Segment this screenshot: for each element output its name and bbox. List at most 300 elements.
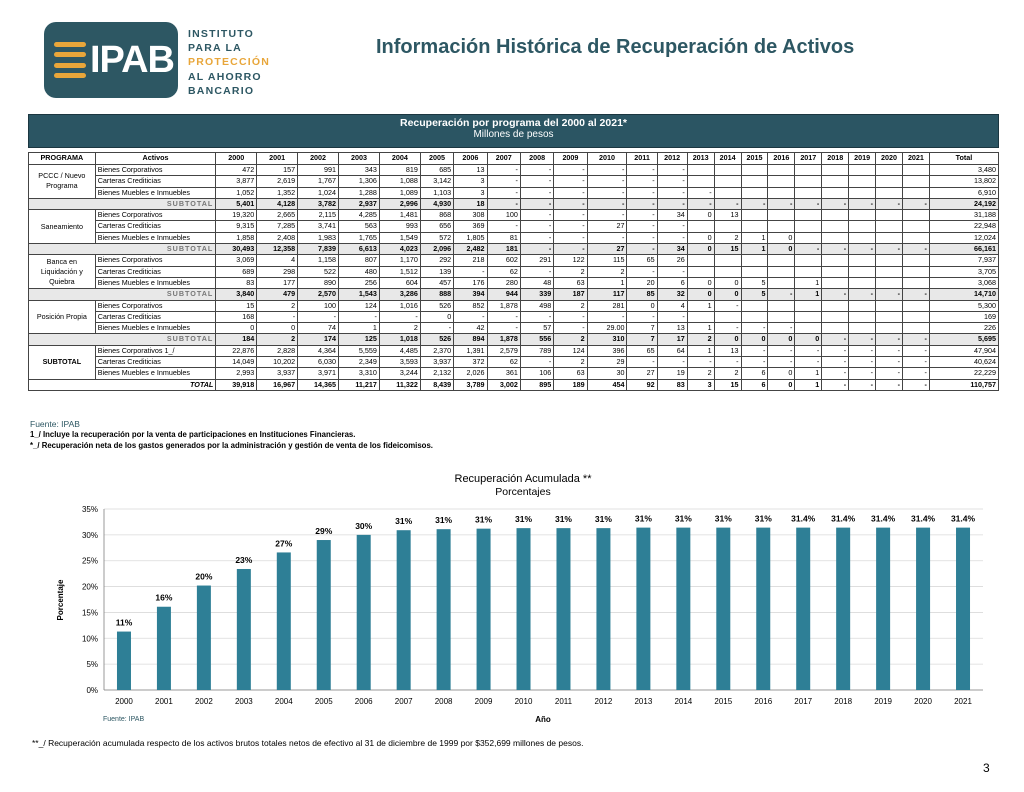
subtotal-total-cell: 110,757: [929, 379, 998, 390]
value-cell: -: [520, 176, 553, 187]
subtotal-value-cell: -: [822, 289, 849, 300]
value-cell: 563: [339, 221, 380, 232]
value-cell: 64: [657, 345, 687, 356]
value-cell: -: [714, 300, 741, 311]
value-cell: 2,349: [339, 357, 380, 368]
subtotal-value-cell: 4,128: [257, 198, 298, 209]
value-cell: -: [627, 311, 657, 322]
column-header: 2011: [627, 153, 657, 165]
value-cell: 1,306: [339, 176, 380, 187]
subtotal-value-cell: -: [795, 244, 822, 255]
value-cell: 602: [487, 255, 520, 266]
bar: [277, 552, 291, 690]
subtotal-value-cell: -: [714, 198, 741, 209]
subtotal-value-cell: 8,439: [420, 379, 453, 390]
value-cell: 2: [714, 368, 741, 379]
value-cell: 2,993: [216, 368, 257, 379]
total-cell: 3,068: [929, 277, 998, 288]
subtotal-value-cell: 0: [768, 334, 795, 345]
value-cell: -: [627, 232, 657, 243]
value-cell: -: [420, 323, 453, 334]
bar: [117, 632, 131, 690]
subtotal-label: SUBTOTAL: [29, 198, 216, 209]
value-cell: 2,132: [420, 368, 453, 379]
subtotal-value-cell: 187: [554, 289, 587, 300]
logo-line-1: INSTITUTO: [188, 28, 255, 40]
value-cell: 100: [487, 210, 520, 221]
subtotal-value-cell: 5,401: [216, 198, 257, 209]
value-cell: 361: [487, 368, 520, 379]
value-cell: -: [902, 357, 929, 368]
value-cell: 22,876: [216, 345, 257, 356]
value-cell: 106: [520, 368, 553, 379]
value-cell: 63: [554, 368, 587, 379]
subtotal-value-cell: 0: [768, 244, 795, 255]
subtotal-total-cell: 14,710: [929, 289, 998, 300]
value-cell: 1: [795, 277, 822, 288]
value-cell: -: [520, 210, 553, 221]
value-cell: 0: [687, 210, 714, 221]
value-cell: -: [554, 176, 587, 187]
chart-title: Recuperación Acumulada **: [454, 473, 592, 485]
value-cell: 1,391: [454, 345, 487, 356]
value-cell: 526: [420, 300, 453, 311]
subtotal-value-cell: 394: [454, 289, 487, 300]
subtotal-value-cell: 174: [298, 334, 339, 345]
value-cell: -: [627, 210, 657, 221]
value-cell: 991: [298, 165, 339, 176]
value-cell: 3,937: [257, 368, 298, 379]
value-cell: 1,765: [339, 232, 380, 243]
subtotal-value-cell: -: [822, 379, 849, 390]
value-cell: 281: [587, 300, 627, 311]
value-cell: 2: [379, 323, 420, 334]
value-cell: 1,016: [379, 300, 420, 311]
subtotal-value-cell: -: [768, 198, 795, 209]
value-cell: -: [587, 176, 627, 187]
value-cell: 298: [257, 266, 298, 277]
value-cell: 30: [587, 368, 627, 379]
subtotal-value-cell: 526: [420, 334, 453, 345]
subtotal-value-cell: -: [687, 198, 714, 209]
asset-cell: Bienes Muebles e Inmuebles: [95, 232, 216, 243]
subtotal-value-cell: 14,365: [298, 379, 339, 390]
total-label: TOTAL: [29, 379, 216, 390]
subtotal-value-cell: 11,322: [379, 379, 420, 390]
subtotal-value-cell: 125: [339, 334, 380, 345]
value-cell: 3,937: [420, 357, 453, 368]
bar: [716, 528, 730, 690]
bar: [596, 528, 610, 690]
note-1: 1_/ Incluye la recuperación por la venta de participaciones en Instituciones Financieras.: [30, 429, 356, 439]
x-tick-label: 2013: [634, 697, 653, 706]
value-cell: 1,481: [379, 210, 420, 221]
subtotal-value-cell: 3,782: [298, 198, 339, 209]
value-cell: -: [657, 232, 687, 243]
bar: [796, 528, 810, 690]
column-header: 2018: [822, 153, 849, 165]
asset-cell: Carteras Crediticias: [95, 176, 216, 187]
subtotal-value-cell: -: [627, 244, 657, 255]
subtotal-value-cell: 181: [487, 244, 520, 255]
value-cell: 819: [379, 165, 420, 176]
value-cell: 4,285: [339, 210, 380, 221]
note-2: *_/ Recuperación neta de los gastos generados por la administración y gestión de venta de los fideicomisos.: [30, 440, 433, 450]
value-cell: 1,288: [339, 187, 380, 198]
value-cell: -: [876, 368, 903, 379]
page-number: 3: [983, 761, 990, 775]
data-label: 31.4%: [950, 513, 976, 524]
asset-cell: Carteras Crediticias: [95, 357, 216, 368]
x-tick-label: 2015: [714, 697, 733, 706]
value-cell: 2: [714, 232, 741, 243]
value-cell: -: [768, 323, 795, 334]
value-cell: 3: [454, 187, 487, 198]
subtotal-value-cell: 0: [795, 334, 822, 345]
subtotal-value-cell: -: [822, 198, 849, 209]
value-cell: -: [454, 266, 487, 277]
subtotal-value-cell: 1: [795, 289, 822, 300]
data-label: 27%: [275, 538, 293, 549]
value-cell: 2: [257, 300, 298, 311]
bar: [636, 528, 650, 690]
data-label: 23%: [235, 554, 253, 565]
bar: [437, 529, 451, 690]
value-cell: 26: [657, 255, 687, 266]
value-cell: -: [657, 176, 687, 187]
total-cell: 22,229: [929, 368, 998, 379]
value-cell: -: [298, 311, 339, 322]
y-tick-label: 25%: [81, 556, 98, 566]
value-cell: 1: [687, 300, 714, 311]
value-cell: -: [487, 165, 520, 176]
value-cell: 1,024: [298, 187, 339, 198]
value-cell: 4,364: [298, 345, 339, 356]
value-cell: -: [379, 311, 420, 322]
column-header: 2007: [487, 153, 520, 165]
value-cell: 3,877: [216, 176, 257, 187]
value-cell: 42: [454, 323, 487, 334]
value-cell: -: [554, 165, 587, 176]
y-tick-label: 20%: [81, 582, 98, 592]
x-tick-label: 2011: [554, 697, 573, 706]
value-cell: 65: [627, 345, 657, 356]
value-cell: 807: [339, 255, 380, 266]
value-cell: -: [587, 165, 627, 176]
asset-cell: Carteras Crediticias: [95, 221, 216, 232]
value-cell: 7,285: [257, 221, 298, 232]
subtotal-label: SUBTOTAL: [29, 244, 216, 255]
value-cell: 572: [420, 232, 453, 243]
value-cell: 396: [587, 345, 627, 356]
subtotal-value-cell: -: [849, 198, 876, 209]
value-cell: 27: [627, 368, 657, 379]
subtotal-value-cell: 556: [520, 334, 553, 345]
x-tick-label: 2020: [914, 697, 932, 706]
x-tick-label: 2004: [274, 697, 293, 706]
program-cell: Saneamiento: [29, 210, 96, 244]
value-cell: -: [554, 221, 587, 232]
value-cell: -: [454, 311, 487, 322]
data-label: 31%: [634, 513, 652, 524]
data-label: 31%: [714, 513, 732, 524]
value-cell: -: [657, 165, 687, 176]
column-header: 2009: [554, 153, 587, 165]
value-cell: 1,767: [298, 176, 339, 187]
data-label: 31%: [754, 513, 772, 524]
y-axis-label: Porcentaje: [56, 579, 65, 621]
subtotal-value-cell: 2,482: [454, 244, 487, 255]
value-cell: -: [657, 311, 687, 322]
x-tick-label: 2010: [514, 697, 533, 706]
value-cell: 4,485: [379, 345, 420, 356]
value-cell: -: [822, 345, 849, 356]
subtotal-value-cell: 117: [587, 289, 627, 300]
value-cell: 868: [420, 210, 453, 221]
bar: [517, 528, 531, 690]
bar: [477, 529, 491, 690]
value-cell: 1: [587, 277, 627, 288]
x-axis-label: Año: [535, 715, 551, 724]
value-cell: 3: [454, 176, 487, 187]
value-cell: 0: [687, 232, 714, 243]
data-label: 31%: [395, 516, 413, 527]
subtotal-value-cell: -: [876, 244, 903, 255]
value-cell: 124: [339, 300, 380, 311]
value-cell: 20: [627, 277, 657, 288]
page-title: Información Histórica de Recuperación de Activos: [376, 36, 855, 58]
subtotal-value-cell: 2: [687, 334, 714, 345]
subtotal-value-cell: 1: [795, 379, 822, 390]
value-cell: 168: [216, 311, 257, 322]
column-header: 2008: [520, 153, 553, 165]
program-cell: Banca en Liquidación y Quiebra: [29, 255, 96, 289]
subtotal-value-cell: -: [520, 198, 553, 209]
column-header: 2020: [876, 153, 903, 165]
value-cell: -: [902, 368, 929, 379]
value-cell: 993: [379, 221, 420, 232]
column-header: 2015: [741, 153, 768, 165]
subtotal-value-cell: -: [627, 198, 657, 209]
subtotal-value-cell: 11,217: [339, 379, 380, 390]
subtotal-value-cell: 34: [657, 244, 687, 255]
bar: [956, 528, 970, 690]
subtotal-label: SUBTOTAL: [29, 289, 216, 300]
value-cell: 2: [587, 266, 627, 277]
x-tick-label: 2003: [234, 697, 253, 706]
subtotal-value-cell: -: [902, 198, 929, 209]
value-cell: -: [714, 323, 741, 334]
asset-cell: Bienes Corporativos: [95, 210, 216, 221]
value-cell: -: [520, 266, 553, 277]
value-cell: 139: [420, 266, 453, 277]
subtotal-value-cell: 4,930: [420, 198, 453, 209]
x-tick-label: 2005: [314, 697, 333, 706]
total-cell: 3,480: [929, 165, 998, 176]
value-cell: 1,983: [298, 232, 339, 243]
total-cell: 5,300: [929, 300, 998, 311]
value-cell: 6,030: [298, 357, 339, 368]
value-cell: 291: [520, 255, 553, 266]
data-label: 31.4%: [911, 513, 936, 524]
subtotal-value-cell: 3,840: [216, 289, 257, 300]
bar: [397, 530, 411, 690]
total-cell: 6,910: [929, 187, 998, 198]
value-cell: -: [822, 368, 849, 379]
value-cell: 62: [487, 266, 520, 277]
subtotal-value-cell: 1: [741, 244, 768, 255]
value-cell: -: [487, 176, 520, 187]
value-cell: 13: [657, 323, 687, 334]
x-tick-label: 2002: [194, 697, 213, 706]
value-cell: 0: [687, 277, 714, 288]
footnote: **_/ Recuperación acumulada respecto de los activos brutos totales netos de efectivo al 31 de diciembre de 1999 por $352,699 millones de pesos.: [32, 738, 584, 748]
x-tick-label: 2012: [594, 697, 613, 706]
value-cell: 1,052: [216, 187, 257, 198]
value-cell: -: [741, 345, 768, 356]
y-tick-label: 35%: [81, 505, 98, 514]
data-label: 16%: [155, 592, 173, 603]
value-cell: 1: [687, 323, 714, 334]
value-cell: 9,315: [216, 221, 257, 232]
subtotal-value-cell: 83: [657, 379, 687, 390]
value-cell: 115: [587, 255, 627, 266]
x-tick-label: 2001: [155, 697, 173, 706]
subtotal-value-cell: 12,358: [257, 244, 298, 255]
data-label: 20%: [195, 571, 213, 582]
value-cell: 1: [741, 232, 768, 243]
asset-cell: Bienes Corporativos 1_/: [95, 345, 216, 356]
subtotal-value-cell: -: [487, 198, 520, 209]
subtotal-value-cell: 1,018: [379, 334, 420, 345]
value-cell: 1: [339, 323, 380, 334]
value-cell: 1: [795, 368, 822, 379]
subtotal-value-cell: -: [876, 289, 903, 300]
subtotal-value-cell: -: [849, 379, 876, 390]
value-cell: 14,049: [216, 357, 257, 368]
value-cell: -: [657, 266, 687, 277]
data-label: 30%: [355, 520, 373, 531]
column-header: Total: [929, 153, 998, 165]
asset-cell: Bienes Corporativos: [95, 165, 216, 176]
value-cell: 1,088: [379, 176, 420, 187]
value-cell: 1,549: [379, 232, 420, 243]
subtotal-value-cell: 339: [520, 289, 553, 300]
value-cell: -: [554, 210, 587, 221]
subtotal-total-cell: 66,161: [929, 244, 998, 255]
subtotal-value-cell: -: [876, 379, 903, 390]
subtotal-value-cell: 310: [587, 334, 627, 345]
asset-cell: Bienes Muebles e Inmuebles: [95, 277, 216, 288]
value-cell: 57: [520, 323, 553, 334]
value-cell: 34: [657, 210, 687, 221]
value-cell: 1,512: [379, 266, 420, 277]
total-cell: 169: [929, 311, 998, 322]
subtotal-value-cell: 0: [687, 289, 714, 300]
y-tick-label: 30%: [81, 530, 98, 540]
program-cell: SUBTOTAL: [29, 345, 96, 379]
total-cell: 12,024: [929, 232, 998, 243]
bar: [317, 540, 331, 690]
value-cell: -: [520, 232, 553, 243]
value-cell: 4: [657, 300, 687, 311]
value-cell: -: [627, 357, 657, 368]
subtotal-value-cell: 32: [657, 289, 687, 300]
total-cell: 22,948: [929, 221, 998, 232]
value-cell: -: [257, 311, 298, 322]
data-label: 31%: [475, 514, 493, 525]
value-cell: 604: [379, 277, 420, 288]
value-cell: -: [487, 323, 520, 334]
value-cell: 890: [298, 277, 339, 288]
value-cell: 308: [454, 210, 487, 221]
subtotal-total-cell: 5,695: [929, 334, 998, 345]
logo-word: IPAB: [90, 38, 174, 81]
subtotal-value-cell: 894: [454, 334, 487, 345]
value-cell: 19,320: [216, 210, 257, 221]
column-header: 2003: [339, 153, 380, 165]
value-cell: -: [554, 311, 587, 322]
total-cell: 226: [929, 323, 998, 334]
column-header: 2012: [657, 153, 687, 165]
data-label: 31%: [515, 514, 533, 525]
column-header: 2021: [902, 153, 929, 165]
total-cell: 40,624: [929, 357, 998, 368]
value-cell: 1,878: [487, 300, 520, 311]
value-cell: 0: [768, 232, 795, 243]
value-cell: 0: [257, 323, 298, 334]
subtotal-value-cell: 2,937: [339, 198, 380, 209]
bar: [556, 528, 570, 690]
table-title: Recuperación por programa del 2000 al 2021*: [399, 117, 628, 129]
value-cell: 176: [454, 277, 487, 288]
subtotal-value-cell: 2: [257, 334, 298, 345]
subtotal-value-cell: 454: [587, 379, 627, 390]
subtotal-value-cell: -: [902, 289, 929, 300]
bar: [357, 535, 371, 690]
column-header: 2006: [454, 153, 487, 165]
data-label: 31%: [594, 514, 612, 525]
bar: [197, 586, 211, 690]
asset-cell: Carteras Crediticias: [95, 311, 216, 322]
value-cell: -: [520, 187, 553, 198]
column-header: 2002: [298, 153, 339, 165]
value-cell: 2,370: [420, 345, 453, 356]
subtotal-value-cell: 0: [741, 334, 768, 345]
subtotal-value-cell: 18: [454, 198, 487, 209]
value-cell: 10,202: [257, 357, 298, 368]
subtotal-value-cell: 0: [714, 334, 741, 345]
value-cell: 2: [554, 266, 587, 277]
value-cell: 2,115: [298, 210, 339, 221]
value-cell: 292: [420, 255, 453, 266]
subtotal-value-cell: -: [876, 334, 903, 345]
subtotal-value-cell: 1,878: [487, 334, 520, 345]
x-tick-label: 2006: [354, 697, 373, 706]
subtotal-value-cell: 479: [257, 289, 298, 300]
subtotal-label: SUBTOTAL: [29, 334, 216, 345]
logo-line-2: PARA LA: [188, 42, 242, 55]
x-tick-label: 2017: [794, 697, 813, 706]
value-cell: 3,310: [339, 368, 380, 379]
value-cell: 2: [687, 368, 714, 379]
value-cell: -: [487, 221, 520, 232]
value-cell: -: [487, 187, 520, 198]
total-cell: 47,904: [929, 345, 998, 356]
total-cell: 31,188: [929, 210, 998, 221]
x-tick-label: 2019: [874, 697, 893, 706]
value-cell: -: [587, 210, 627, 221]
